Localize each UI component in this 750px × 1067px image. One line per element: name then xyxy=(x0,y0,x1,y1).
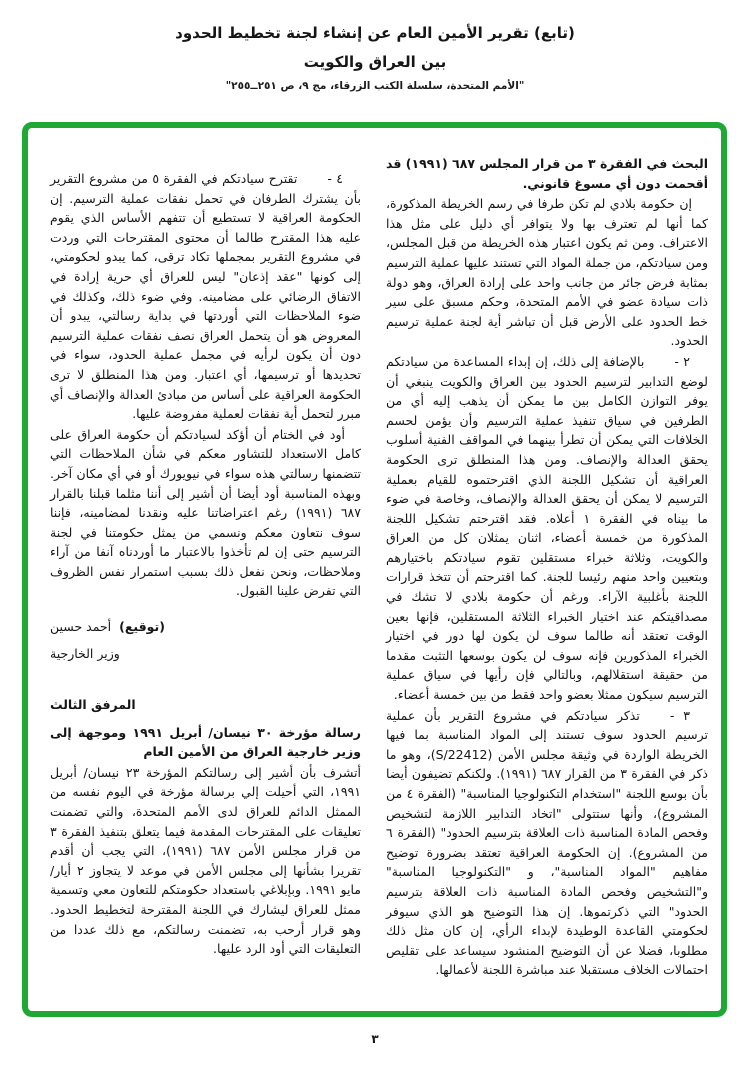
paragraph-continuation: البحث في الفقرة ٣ من قرار المجلس ٦٨٧ (١٩٩١) قد أقحمت دون أي مسوغ قانوني. xyxy=(386,156,708,191)
signature-label: (توقيع) xyxy=(119,619,165,635)
annex-paragraph: أتشرف بأن أشير إلى رسالتكم المؤرخة ٢٣ نيسان/ أبريل ١٩٩١، التي أحيلت إلي برسالة مؤرخة في اليوم نفسه من الممثل الدائم للعراق لدى الأمم المتحدة، والتي تضمنت تعليقات على المقترحات المقدمة فيما يتعلق بتنفيذ الفقرة ٣ من قرار مجلس الأمن ٦٨٧ (١٩٩١)، التي يجب أن أقدم تقريرا بشأنها إلى مجلس الأمن في موعد لا يتجاوز ٢ أيار/ مايو ١٩٩١. وبإبلاغي باستعداد حكومتكم للتعاون معي وتسمية ممثل للعراق ليشارك في اللجنة المقترحة لتخطيط الحدود. وهو قرار أرحب به، تضمنت رسالتكم، مع ذلك عددا من التعليقات التي أود الرد عليها. xyxy=(50,764,362,957)
paragraph-numbered-4 xyxy=(50,169,361,424)
annex-subheading: رسالة مؤرخة ٣٠ نيسان/ أبريل ١٩٩١ وموجهة إلى وزير خارجية العراق من الأمين العام xyxy=(50,724,361,760)
paragraph-text: تقترح سيادتكم في الفقرة ٥ من مشروع التقرير بأن يشترك الطرفان في تحمل نفقات عملية الترسيم. إن الحكومة العراقية لا تستطيع أن تتفهم الأساس الذي يقوم عليه هذا المقترح طالما أن محتوى المقترحات التي وردت في مشروع التقرير بمجملها تكاد ترقى، كما يبدو لحكومتي، إلى كونها "عقد إذعان" ليس للعراق أي حرية إرادة في الاتفاق الرضائي على مضامينه. وفي ضوء ذلك، وكذلك في ضوء الملاحظات التي أوردتها في بداية رسالتي، يبدو أن المعروض هو أن يتحمل العراق نصف نفقات عملية الترسيم دون أن يكون لرأيه في مجمل عملية الحدود، سواء في تحديدها أو ترسيمها، أي اعتبار. ومن هذا المنطلق لا ترى الحكومة العراقية على أساس من مبادئ العدالة والإنصاف أي مبرر لتحمل أية نفقات لعملية مفروضة عليها. xyxy=(50,171,361,422)
signatory-name: أحمد حسين xyxy=(50,619,112,635)
text-columns xyxy=(28,128,721,1011)
paragraph-number: ٢ - xyxy=(674,353,690,369)
document-subtitle: بين العراق والكويت xyxy=(303,53,447,71)
paragraph-numbered-2 xyxy=(386,352,708,705)
page-number: ٣ xyxy=(371,1032,379,1046)
column-right xyxy=(386,154,708,993)
paragraph-number: ٣ - xyxy=(669,707,691,723)
source-citation: "الأمم المتحدة، سلسلة الكتب الزرقاء، مج ٩، ص ٢٥١ــ٢٥٥" xyxy=(225,80,525,92)
column-left xyxy=(50,154,361,993)
page-title: (تابع) تقرير الأمين العام عن إنشاء لجنة تخطيط الحدود xyxy=(175,24,575,42)
paragraph-text: تذكر سيادتكم في مشروع التقرير بأن عملية ترسيم الحدود سوف تستند إلى المواد المناسبة بما فيها الخريطة الواردة في وثيقة مجلس الأمن (S/22412)، وهو ما ذكر في الفقرة ٣ من القرار ٦٨٧ (١٩٩١). ولكنكم تضيفون أيضا بأن بوسع اللجنة "استخدام التكنولوجيا المناسبة" (الفقرة ٤ من المشروع)، وأنها ستتولى "اتخاد التدابير اللازمة لتشخيص وفحص المادة المناسبة ذات العلاقة بترسيم الحدود" (الفقرة ٦ من المشروع). إن الحكومة العراقية تعتقد بضرورة توضيح مفاهيم "المواد المناسبة"، و "التكنولوجيا المناسبة" و"التشخيص وفحص المادة المناسبة ذات العلاقة بترسيم الحدود" التي ذكرتموها. إن هذا التوضيح هو الذي سيوفر لحكومتي القاعدة الوطيدة لإبداء الرأي، إن كان مثل ذلك مطلوبا، فضلا عن أن التوضيح المنشود سيساعد على تقليص احتمالات الخلاف مستقبلا عند مباشرة اللجنة لأعمالها. xyxy=(386,707,709,978)
paragraph: إن حكومة بلادي لم تكن طرفا في رسم الخريطة المذكورة، كما أنها لم تعترف بها ولا يتوافر أي دليل على مثل هذا الاعتراف. ومن ثم يكون اعتبار هذه الخريطة من قبل المجلس، ومن سيادتكم، من جملة المواد التي تستند عليها عملية الترسيم بمثابة فرض جائر من جانب واحد على إرادة العراق، وهو دولة ذات سيادة عضو في الأمم المتحدة، وحكم مسبق على سير خط الحدود على الأرض قبل أن تباشر أية لجنة عملية ترسيم الحدود. xyxy=(386,196,708,349)
document-header xyxy=(0,22,750,92)
paragraph-closing: أود في الختام أن أؤكد لسيادتكم أن حكومة العراق على كامل الاستعداد للتشاور معكم في شأن الملاحظات التي تتضمنها رسالتي هذه سواء في نيويورك أو في أي مكان آخر. وبهذه المناسبة أود أيضا أن أشير إلى أننا مثلما قبلنا بالقرار ٦٨٧ (١٩٩١) رغم اعتراضاتنا عليه ونقدنا لمضامينه، فإننا سوف نتعاون معكم ونسمي من يمثل حكومتنا في لجنة الترسيم حتى إن لم تأخذوا بالاعتبار ما أوردناه آنفا من آراء وملاحظات، ونحن نفعل ذلك بسبب استمرار نفس الظروف التي تفرض علينا القبول. xyxy=(50,426,361,599)
document-frame xyxy=(22,122,727,1017)
signatory-title: وزير الخارجية xyxy=(50,646,120,662)
paragraph-text: بالإضافة إلى ذلك، إن إبداء المساعدة من سيادتكم لوضع التدابير لترسيم الحدود بين العراق والكويت ينبغي أن يوفر التوازن الكامل بين ما يمكن أن يذهب إليه أي من الطرفين في سياق تنفيذ عملية الترسيم وأن يؤمن لحسم الخلافات التي يمكن أن تطرأ بينهما في المواقف الفنية أسلوب يحقق العدالة والإنصاف. ومن هذا المنطلق ترى الحكومة العراقية أن تشكيل اللجنة الذي اقترحتموه للقيام بعملية الترسيم لا يمكن أن يحقق العدالة والإنصاف، وخاصة في ضوء ما بيناه في الفقرة ١ أعلاه. فقد اقترحتم تشكيل اللجنة المذكورة من خمسة أعضاء، اثنان يمثلان كل من العراق والكويت، وثلاثة خبراء مستقلين تقوم سيادتكم باختيارهم وبتعيين واحد منهم رئيسا للجنة. كما اقترحتم أن تتخذ قرارات اللجنة بأغلبية الآراء. ورغم أن حكومة بلادي لا تشك في مصداقيتكم عند اختيار الخبراء الثلاثة المستقلين، فإنها بعين الوقت تعتقد أنه طالما سوف لن يكون لها دور في اختيار الخبراء المذكورين فإنه سوف لن يكون بوسعها التثبت مقدما من حقيقة استقلالهم، وبالتالي فإن رأيها في سياق عملية الترسيم سيكون ممثلا بعضو واحد فقط من بين خمسة أعضاء. xyxy=(386,353,708,703)
paragraph-number: ٤ - xyxy=(327,171,343,186)
signature-line xyxy=(50,613,361,640)
paragraph-numbered-3 xyxy=(386,706,708,980)
annex-heading: المرفق الثالث xyxy=(50,697,136,713)
signature-block xyxy=(50,613,361,667)
